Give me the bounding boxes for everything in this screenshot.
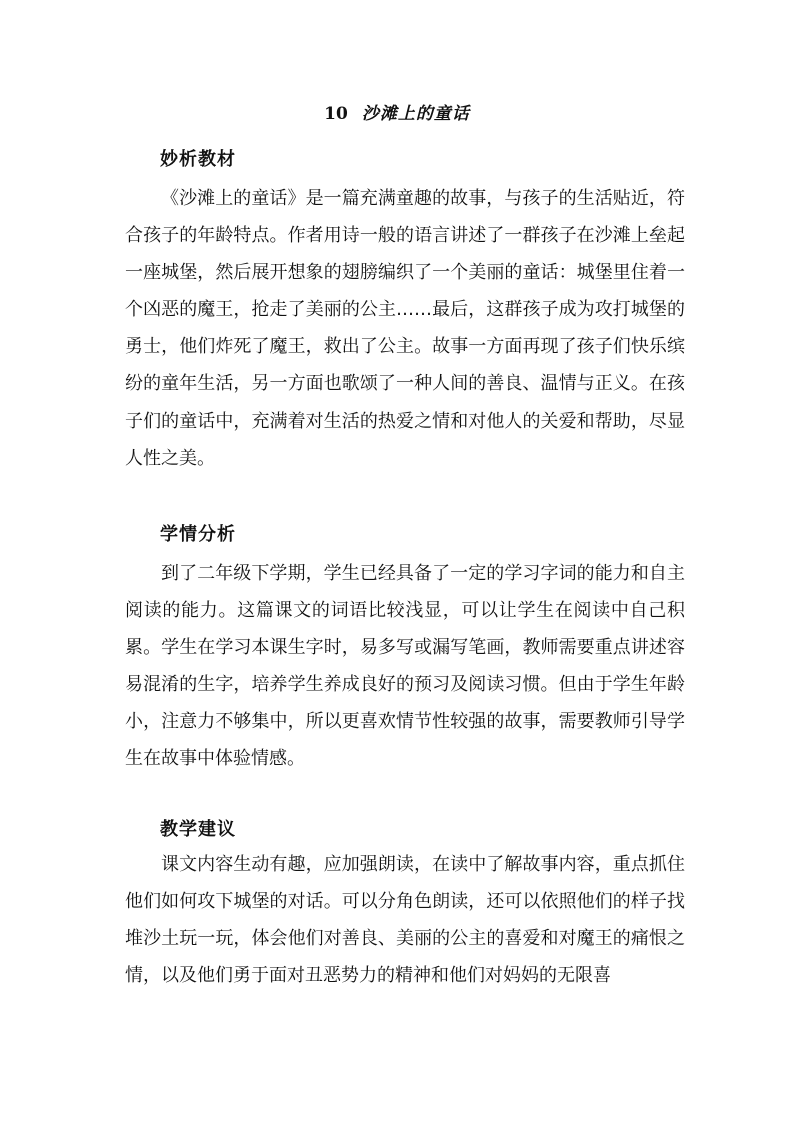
- section-heading-student-analysis: 学情分析: [160, 524, 236, 545]
- section-heading-teaching-suggestions: 教学建议: [160, 819, 236, 840]
- section-paragraph-student-analysis: 到了二年级下学期，学生已经具备了一定的学习字词的能力和自主阅读的能力。这篇课文的词语比较浅显，可以让学生在阅读中自己积累。学生在学习本课生字时，易多写或漏写笔画，教师需要重点讲述容易混淆的生字，培养学生养成良好的预习及阅读习惯。但由于学生年龄小，注意力不够集中，所以更喜欢情节性较强的故事，需要教师引导学生在故事中体验情感。: [125, 563, 685, 770]
- section-paragraph-teaching-suggestions: 课文内容生动有趣，应加强朗读，在读中了解故事内容，重点抓住他们如何攻下城堡的对话。可以分角色朗读，还可以依照他们的样子找堆沙土玩一玩，体会他们对善良、美丽的公主的喜爱和对魔王的痛恨之情，以及他们勇于面对丑恶势力的精神和他们对妈妈的无限喜: [125, 854, 685, 987]
- page-title: [0, 100, 794, 128]
- lesson-number: 10: [324, 104, 348, 124]
- section-heading-textbook-analysis: 妙析教材: [160, 149, 236, 170]
- lesson-title: 沙滩上的童话: [361, 104, 470, 124]
- section-paragraph-textbook-analysis: 《沙滩上的童话》是一篇充满童趣的故事，与孩子的生活贴近，符合孩子的年龄特点。作者用诗一般的语言讲述了一群孩子在沙滩上垒起一座城堡，然后展开想象的翅膀编织了一个美丽的童话：城堡里住着一个凶恶的魔王，抢走了美丽的公主……最后，这群孩子成为攻打城堡的勇士，他们炸死了魔王，救出了公主。故事一方面再现了孩子们快乐缤纷的童年生活，另一方面也歌颂了一种人间的善良、温情与正义。在孩子们的童话中，充满着对生活的热爱之情和对他人的关爱和帮助，尽显人性之美。: [125, 188, 685, 469]
